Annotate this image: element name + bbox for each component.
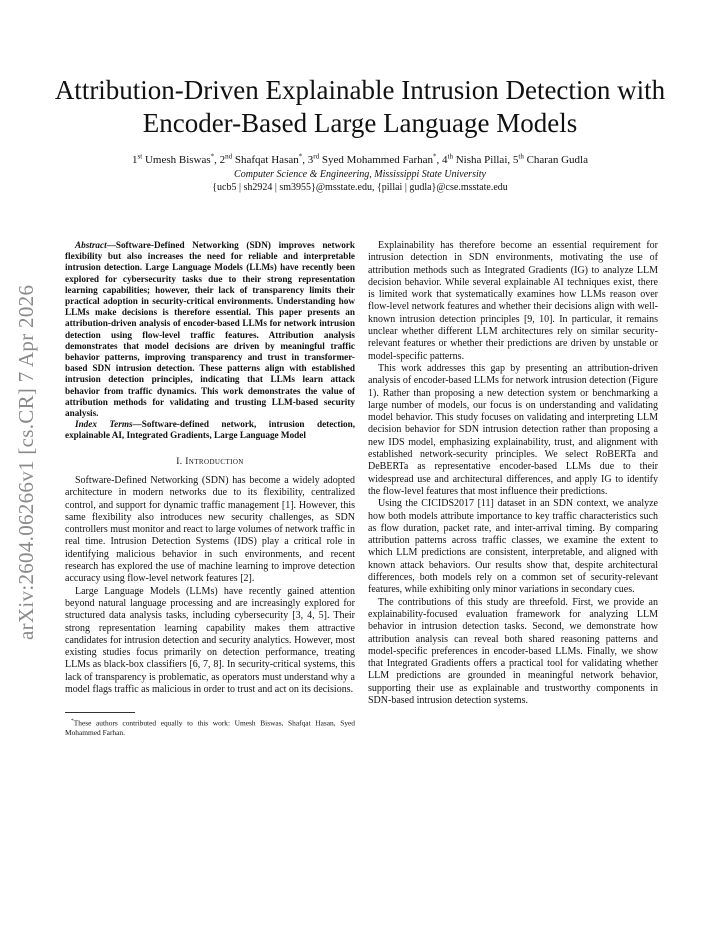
left-column: [65, 240, 355, 737]
footnote-divider: [65, 712, 135, 713]
index-terms-label: Index Terms: [75, 419, 133, 430]
author-5: 5th Charan Gudla: [512, 152, 588, 166]
abstract: [65, 240, 355, 419]
author-1: 1st Umesh Biswas*: [132, 152, 215, 166]
author-emails[interactable]: {ucb5 | sh2924 | sm3955}@msstate.edu, {pillai | gudla}@cse.msstate.edu: [212, 182, 508, 193]
author-4: 4th Nisha Pillai: [442, 152, 508, 166]
section-heading-introduction: I. Introduction: [176, 456, 244, 467]
right-column: [368, 240, 658, 707]
intro-paragraph-2: Large Language Models (LLMs) have recently gained attention beyond natural language processing and are increasingly explored for structured data analysis tasks, including cybersecurity [3, 4, 5]. Their strong representation learning capability makes them attractive candidates for intrusion detection and security analytics. However, most existing studies focus primarily on detection performance, treating LLMs as black-box classifiers [6, 7, 8]. In security-critical systems, this lack of transparency is problematic, as operators must understand why a model flags traffic as malicious in order to trust and act on its decisions.: [65, 585, 355, 695]
intro-paragraph-6: The contributions of this study are threefold. First, we provide an explainability-focused evaluation framework for analyzing LLM behavior in intrusion detection tasks. Second, we demonstrate how attribution analysis can reveal both shared reasoning patterns and model-specific preferences in encoder-based LLMs. Finally, we show that Integrated Gradients offers a practical tool for validating whether LLM predictions are grounded in meaningful network behavior, supporting their use as explainable and trustworthy components in SDN-based intrusion detection systems.: [368, 596, 658, 706]
arxiv-identifier[interactable]: arXiv:2604.06266v1 [cs.CR] 7 Apr 2026: [14, 284, 38, 640]
intro-paragraph-4: This work addresses this gap by presenting an attribution-driven analysis of encoder-based LLMs for network intrusion detection (Figure 1). Rather than proposing a new detection system or benchmarking a large number of models, our focus is on understanding and validating model behavior. This study focuses on validating and interpreting LLM decision behavior for SDN intrusion detection rather than proposing a new IDS model, emphasizing explainability, trust, and alignment with established network-security principles. We select RoBERTa and DeBERTa as representative encoder-based LLMs due to their widespread use and architectural differences, and apply IG to identify the flow-level features that most influence their predictions.: [368, 362, 658, 497]
abstract-text: —Software-Defined Networking (SDN) improves network flexibility but also increases the need for reliable and interpretable intrusion detection. Large Language Models (LLMs) have recently been explored for cybersecurity tasks due to their strong representation learning capabilities; however, their lack of transparency limits their practical adoption in security-critical environments. Understanding how LLMs make decisions is therefore essential. This paper presents an attribution-driven analysis of encoder-based LLMs for network intrusion detection using flow-level traffic features. Attribution analysis demonstrates that model decisions are driven by meaningful traffic behavior patterns, improving transparency and trust in transformer-based SDN intrusion detection. These patterns align with established intrusion detection principles, indicating that LLMs learn attack behavior from traffic dynamics. This work demonstrates the value of attribution methods for validating and trusting LLM-based security analysis.: [65, 240, 355, 419]
author-list: 1st Umesh Biswas*, 2nd Shafqat Hasan*, 3rd Syed Mohammed Farhan*, 4th Nisha Pillai, 5th Charan Gudla: [132, 152, 588, 166]
footnote: *These authors contributed equally to this work: Umesh Biswas, Shafqat Hasan, Syed Mohammed Farhan.: [65, 718, 355, 737]
affiliation: Computer Science & Engineering, Mississippi State University: [234, 169, 486, 180]
author-2: 2nd Shafqat Hasan*: [219, 152, 303, 166]
abstract-label: Abstract: [75, 240, 107, 250]
intro-paragraph-1: Software-Defined Networking (SDN) has become a widely adopted architecture in modern networks due to its flexibility, centralized control, and support for dynamic traffic management [1]. However, this same flexibility also introduces new security challenges, as SDN controllers must monitor and react to large volumes of network traffic in real time. Intrusion Detection Systems (IDS) play a critical role in identifying malicious behavior in such environments, and recent research has explored the use of machine learning to improve detection accuracy using flow-level network features [2].: [65, 474, 355, 585]
paper-title: Attribution-Driven Explainable Intrusion Detection with Encoder-Based Large Language Models: [54, 75, 666, 138]
index-terms-text: —Software-defined network, intrusion detection, explainable AI, Integrated Gradients, Large Language Model: [65, 419, 355, 441]
intro-paragraph-3: Explainability has therefore become an essential requirement for intrusion detection in SDN environments, motivating the use of attribution methods such as Integrated Gradients (IG) to analyze LLM decision behavior. While several explainable AI techniques exist, there is limited work that systematically examines how LLMs reason over flow-level network features and whether their decisions align with well-known intrusion detection principles [9, 10]. In particular, it remains unclear whether different LLM architectures rely on similar security-relevant features or whether their predictions are driven by unstable or model-specific patterns.: [368, 240, 658, 362]
author-3: 3rd Syed Mohammed Farhan*: [307, 152, 437, 166]
intro-paragraph-5: Using the CICIDS2017 [11] dataset in an SDN context, we analyze how both models attribute importance to key traffic characteristics such as flow duration, packet rate, and inter-arrival timing. By comparing attribution patterns across traffic classes, we examine the extent to which LLM predictions are consistent, interpretable, and aligned with known attack behaviors. Our results show that, despite architectural differences, both models rely on a common set of security-relevant features, while exhibiting only minor variations in secondary cues.: [368, 498, 658, 596]
index-terms: [65, 419, 355, 441]
